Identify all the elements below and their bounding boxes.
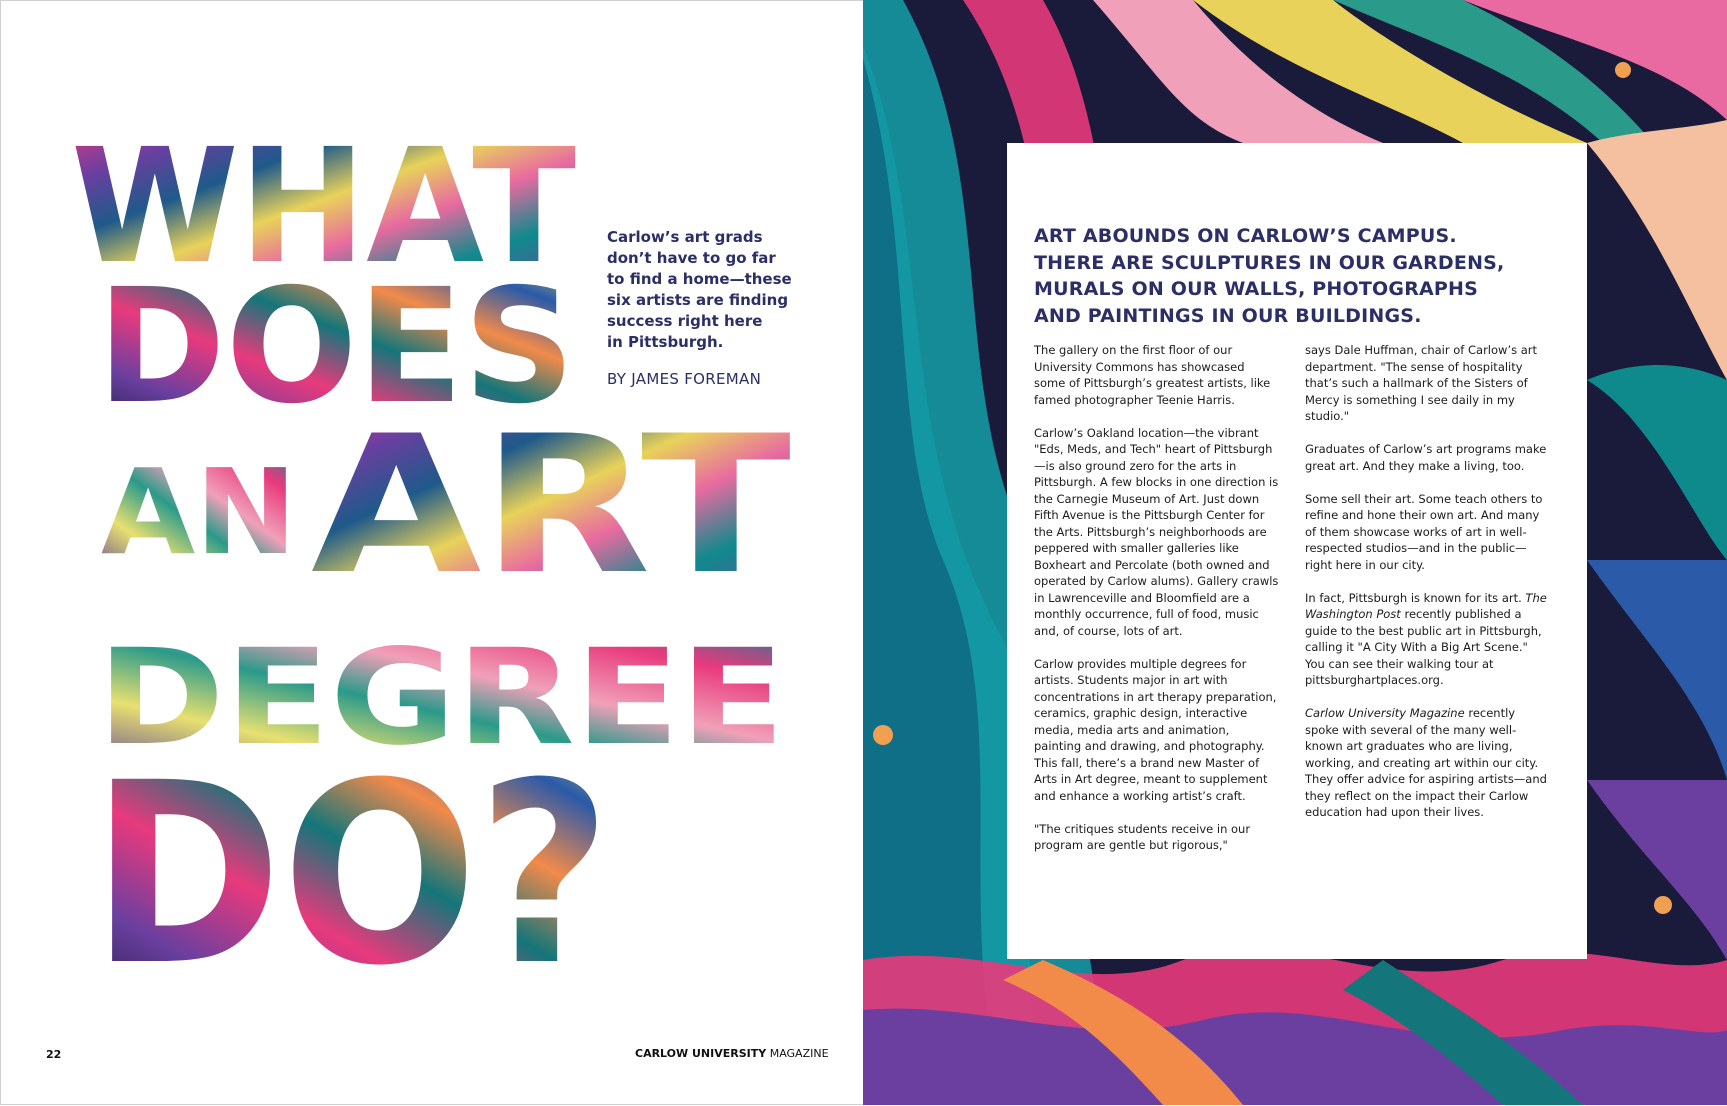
body-paragraph: says Dale Huffman, chair of Carlow’s art department. "The sense of hospitality that’s such a hallmark of the Sisters of Mercy is something I see daily in my studio." bbox=[1305, 343, 1538, 423]
headline-line-1: WHAT bbox=[71, 115, 576, 299]
pull-quote-line: AND PAINTINGS IN OUR BUILDINGS. bbox=[1034, 304, 1422, 327]
headline-line-3a: AN bbox=[101, 443, 297, 581]
body-text: In fact, Pittsburgh is known for its art. bbox=[1305, 590, 1526, 605]
body-paragraph bbox=[1305, 705, 1550, 821]
headline-line-4: DEGREE bbox=[97, 621, 785, 775]
deck-line: don’t have to go far bbox=[607, 249, 776, 267]
deck-line: in Pittsburgh. bbox=[607, 333, 724, 351]
deck-line: to find a home—these bbox=[607, 270, 792, 288]
headline-line-3b: ART bbox=[311, 395, 791, 616]
pull-quote-line: MURALS ON OUR WALLS, PHOTOGRAPHS bbox=[1034, 278, 1479, 300]
footer-magazine-rest: MAGAZINE bbox=[766, 1047, 829, 1060]
publication-title: The Washington Post bbox=[1305, 590, 1547, 621]
body-text: recently spoke with several of the many well-known art graduates who are living, working, and creating art within our city. They offer advice for aspiring artists—and they reflect on the impact their Carlow education had upon their lives. bbox=[1305, 706, 1547, 819]
pull-quote-line: THERE ARE SCULPTURES IN OUR GARDENS, bbox=[1034, 251, 1505, 274]
body-paragraph: The gallery on the first floor of our University Commons has showcased some of Pittsburgh’s greatest artists, like famed photographer Teenie Harris. bbox=[1034, 343, 1271, 407]
footer-magazine-bold: CARLOW UNIVERSITY bbox=[635, 1047, 767, 1060]
right-page bbox=[863, 0, 1727, 1105]
left-page bbox=[0, 0, 863, 1105]
body-paragraph: Some sell their art. Some teach others to refine and hone their own art. And many of them showcase works of art in well-respected studios—and in the public—right here in our city. bbox=[1305, 491, 1543, 572]
body-paragraph: "The critiques students receive in our program are gentle but rigorous," bbox=[1034, 821, 1251, 852]
deck-line: six artists are finding bbox=[607, 291, 789, 309]
body-column-1 bbox=[1034, 342, 1279, 854]
body-text: recently published a guide to the best public art in Pittsburgh, calling it "A City With a Big Art Scene." You can see their walking tour at pittsburghartplaces.org. bbox=[1305, 607, 1542, 687]
headline-graphic bbox=[1, 1, 864, 1106]
deck-text bbox=[607, 227, 807, 353]
body-paragraph: Carlow’s Oakland location—the vibrant "Eds, Meds, and Tech" heart of Pittsburgh—is also ground zero for the arts in Pittsburgh. A few blocks in one direction is the Carnegie Museum of Art. Just down Fifth Avenue is the Pittsburgh Center for the Arts. Pittsburgh’s neighborhoods are peppered with smaller galleries like Boxheart and Percolate (both owned and operated by Carlow alums). Gallery crawls in Lawrenceville and Bloomfield are a monthly occurrence, full of food, music and, of course, lots of art. bbox=[1034, 425, 1279, 638]
byline: BY JAMES FOREMAN bbox=[607, 370, 762, 388]
body-paragraph: Graduates of Carlow’s art programs make great art. And they make a living, too. bbox=[1305, 442, 1547, 473]
body-paragraph bbox=[1305, 590, 1550, 689]
page-number: 22 bbox=[46, 1048, 62, 1061]
pull-quote bbox=[1034, 223, 1554, 329]
headline-line-5: DO? bbox=[91, 729, 611, 1020]
body-column-2 bbox=[1305, 342, 1550, 821]
deck-line: Carlow’s art grads bbox=[607, 228, 763, 246]
publication-title: Carlow University Magazine bbox=[1305, 706, 1465, 720]
footer-magazine-name bbox=[635, 1047, 829, 1060]
article-text-panel bbox=[1007, 143, 1587, 959]
headline-line-2: DOES bbox=[97, 255, 575, 439]
pull-quote-line: ART ABOUNDS ON CARLOW’S CAMPUS. bbox=[1034, 225, 1457, 247]
body-paragraph: Carlow provides multiple degrees for artists. Students major in art with concentrations in art therapy preparation, ceramics, graphic design, interactive media, media arts and animation, painting and drawing, and photography. This fall, there’s a brand new Master of Arts in Art degree, meant to supplement and enhance a working artist’s craft. bbox=[1034, 656, 1277, 803]
deck-line: success right here bbox=[607, 312, 763, 330]
